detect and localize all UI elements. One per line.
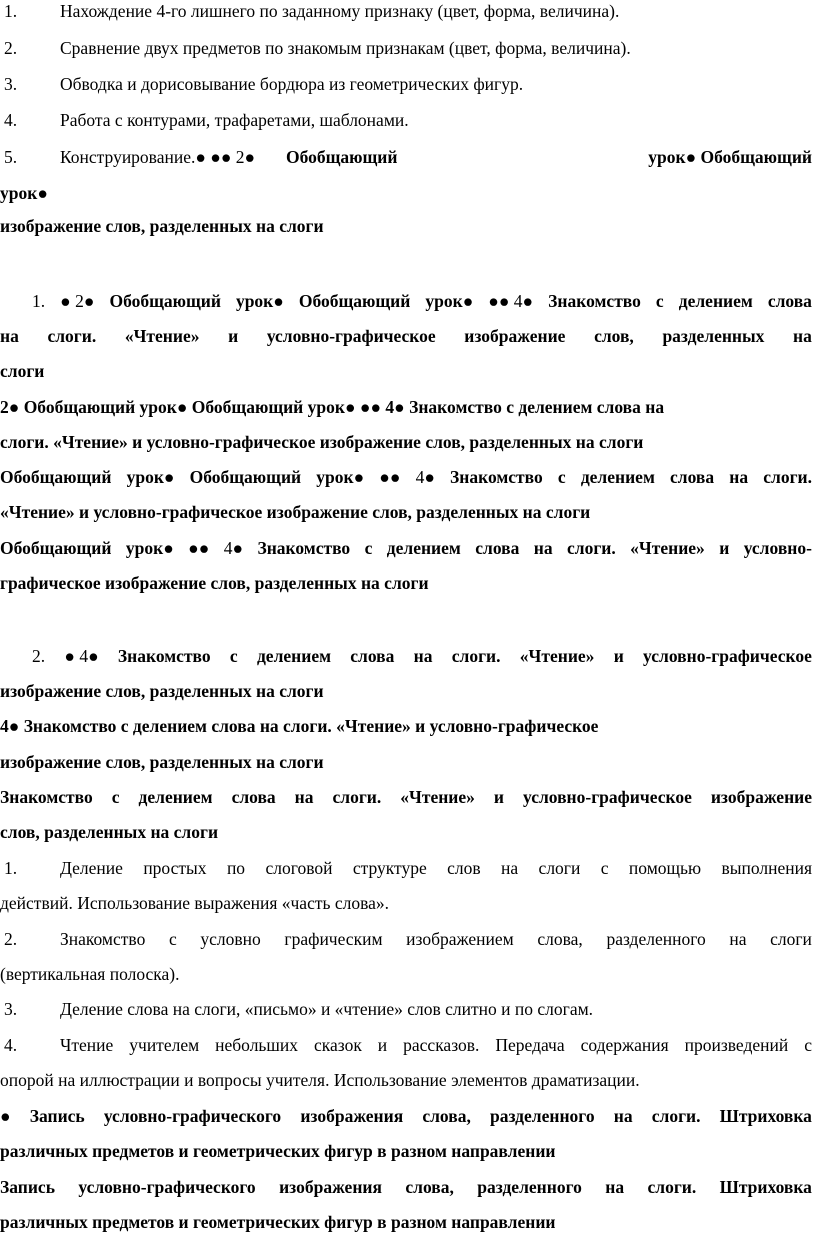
justified-line: Знакомство с условно графическим изображением слова, разделенного на слоги xyxy=(60,929,812,949)
text-line: изображение слов, разделенных на слоги xyxy=(0,216,324,236)
justified-line: ● Запись условно-графического изображения слова, разделенного на слоги. Штриховка xyxy=(0,1106,812,1126)
text-line: слов, разделенных на слоги xyxy=(0,822,219,842)
text-line: слоги xyxy=(0,361,45,381)
text-line: изображение слов, разделенных на слоги xyxy=(0,681,324,701)
list-item: 1. Деление простых по слоговой структуре слов на слоги с помощью выполнения xyxy=(4,858,812,878)
list-item: 1. Нахождение 4-го лишнего по заданному признаку (цвет, форма, величина). xyxy=(4,1,620,21)
list-item: 4. Работа с контурами, трафаретами, шаблонами. xyxy=(4,110,409,130)
list-item: 2. Сравнение двух предметов по знакомым признакам (цвет, форма, величина). xyxy=(4,38,631,58)
text-line: изображение слов, разделенных на слоги xyxy=(0,752,324,772)
list-item: 4. Чтение учителем небольших сказок и рассказов. Передача содержания произведений с xyxy=(4,1035,812,1055)
text-line: «Чтение» и условно-графическое изображение слов, разделенных на слоги xyxy=(0,502,591,522)
justified-line: на слоги. «Чтение» и условно-графическое изображение слов, разделенных на xyxy=(0,326,812,346)
justified-line: Чтение учителем небольших сказок и рассказов. Передача содержания произведений с xyxy=(60,1035,812,1055)
text-line: действий. Использование выражения «часть слова». xyxy=(0,893,390,913)
justified-line: Деление простых по слоговой структуре слов на слоги с помощью выполнения xyxy=(60,858,812,878)
justified-line: Обобщающий урок● ●● 4● Знакомство с делением слова на слоги. «Чтение» и условно- xyxy=(0,538,812,558)
list-item: 2. Знакомство с условно графическим изображением слова, разделенного на слоги xyxy=(4,929,812,949)
text-line: различных предметов и геометрических фигур в разном направлении xyxy=(0,1141,556,1161)
text-line: графическое изображение слов, разделенных на слоги xyxy=(0,573,429,593)
text-line: слоги. «Чтение» и условно-графическое изображение слов, разделенных на слоги xyxy=(0,432,644,452)
list-item: 5. Конструирование.● ●● 2● Обобщающий урок● Обобщающий xyxy=(4,147,812,167)
justified-line: 2. ● 4● Знакомство с делением слова на слоги. «Чтение» и условно-графическое xyxy=(32,646,812,666)
text-line: различных предметов и геометрических фигур в разном направлении xyxy=(0,1212,556,1232)
justified-line: Знакомство с делением слова на слоги. «Чтение» и условно-графическое изображение xyxy=(0,787,812,807)
justified-line: Обобщающий урок● Обобщающий урок● ●● 4● Знакомство с делением слова на слоги. xyxy=(0,467,812,487)
text-line: 2● Обобщающий урок● Обобщающий урок● ●● 4● Знакомство с делением слова на xyxy=(0,397,665,417)
text-line: (вертикальная полоска). xyxy=(0,964,180,984)
justified-line: 1. ● 2● Обобщающий урок● Обобщающий урок● ●● 4● Знакомство с делением слова xyxy=(32,291,812,311)
list-item: 3. Деление слова на слоги, «письмо» и «чтение» слов слитно и по слогам. xyxy=(4,999,594,1019)
text-line: урок● xyxy=(0,183,48,203)
list-item: 3. Обводка и дорисовывание бордюра из геометрических фигур. xyxy=(4,74,524,94)
text-line: опорой на иллюстрации и вопросы учителя. Использование элементов драматизации. xyxy=(0,1070,640,1090)
justified-line: Запись условно-графического изображения слова, разделенного на слоги. Штриховка xyxy=(0,1177,812,1197)
text-line: 4● Знакомство с делением слова на слоги. «Чтение» и условно-графическое xyxy=(0,716,599,736)
